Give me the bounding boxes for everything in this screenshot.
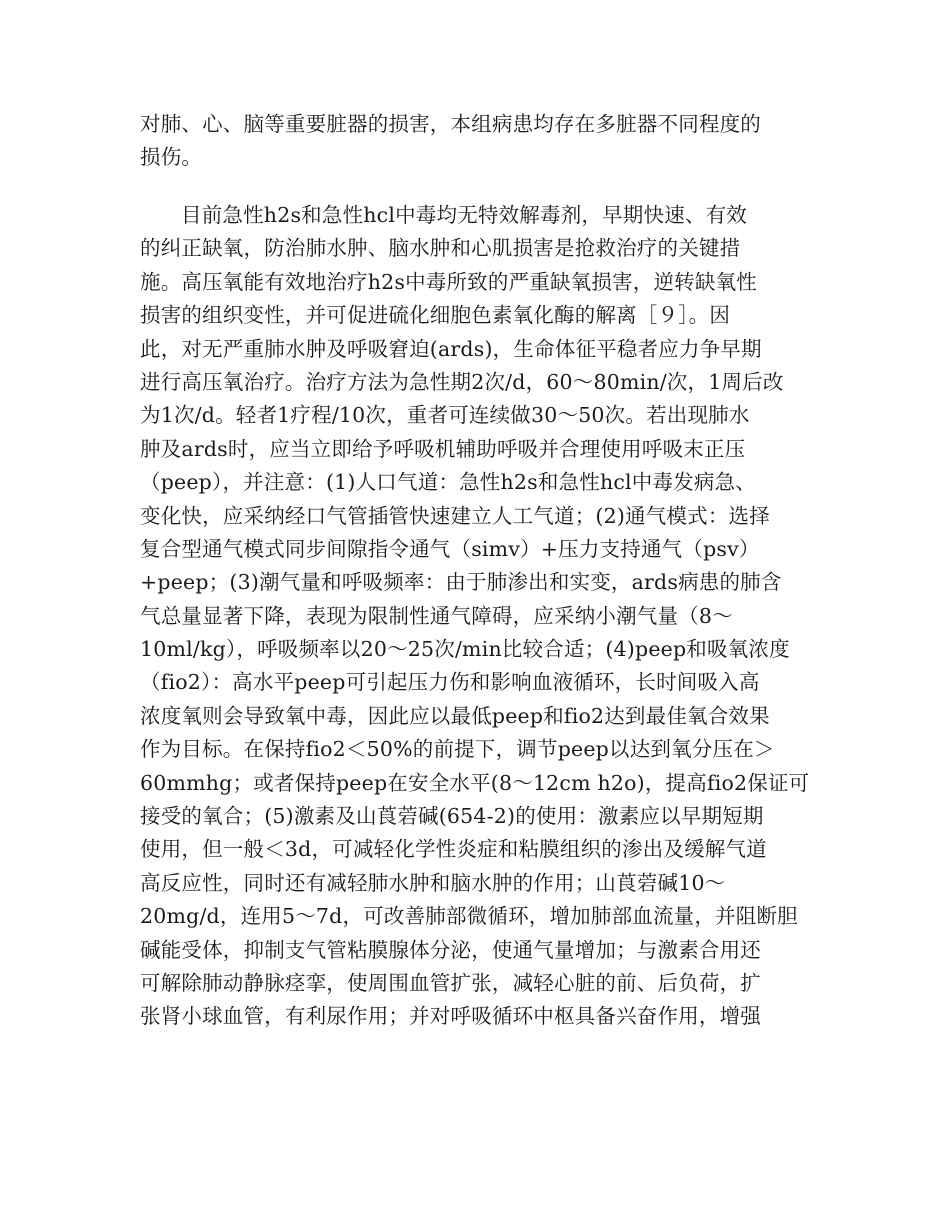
text-line: 张肾小球血管，有利尿作用；并对呼吸循环中枢具备兴奋作用，增强 bbox=[140, 1004, 761, 1029]
text-line: （fio2）：高水平peep可引起压力伤和影响血液循环，长时间吸入高 bbox=[140, 670, 760, 695]
text-line: 高反应性，同时还有减轻肺水肿和脑水肿的作用；山莨菪碱10～ bbox=[140, 870, 726, 895]
text-line: 此，对无严重肺水肿及呼吸窘迫(ards)，生命体征平稳者应力争早期 bbox=[140, 336, 762, 361]
text-line: 碱能受体，抑制支气管粘膜腺体分泌，使通气量增加；与激素合用还 bbox=[140, 937, 761, 962]
text-line: 可解除肺动静脉痉挛，使周围血管扩张，减轻心脏的前、后负荷，扩 bbox=[140, 970, 761, 995]
text-line: 为1次/d。轻者1疗程/10次，重者可连续做30～50次。若出现肺水 bbox=[140, 403, 750, 428]
text-line: 10ml/kg），呼吸频率以20～25次/min比较合适；(4)peep和吸氧浓度 bbox=[140, 637, 790, 662]
text-line-first: 目前急性h2s和急性hcl中毒均无特效解毒剂，早期快速、有效 bbox=[181, 203, 748, 227]
text-line: 60mmhg；或者保持peep在安全水平(8～12cm h2o)，提高fio2保证可 bbox=[140, 770, 810, 795]
text-line: （peep），并注意：(1)人口气道：急性h2s和急性hcl中毒发病急、 bbox=[140, 470, 757, 495]
text-line: 使用，但一般＜3d，可减轻化学性炎症和粘膜组织的渗出及缓解气道 bbox=[140, 837, 767, 862]
text-line: 接受的氧合；(5)激素及山莨菪碱(654-2)的使用：激素应以早期短期 bbox=[140, 804, 764, 829]
text-line: 肿及ards时，应当立即给予呼吸机辅助呼吸并合理使用呼吸末正压 bbox=[140, 436, 746, 461]
text-line: 浓度氧则会导致氧中毒，因此应以最低peep和fio2达到最佳氧合效果 bbox=[140, 703, 770, 728]
text-line: 作为目标。在保持fio2＜50%的前提下，调节peep以达到氧分压在＞ bbox=[140, 737, 775, 762]
text-line: 损伤。 bbox=[140, 145, 203, 170]
text-line: 对肺、心、脑等重要脏器的损害，本组病患均存在多脏器不同程度的 bbox=[140, 112, 761, 136]
text-line: 复合型通气模式同步间隙指令通气（simv）+压力支持通气（psv） bbox=[140, 536, 760, 561]
text-line: 损害的组织变性，并可促进硫化细胞色素氧化酶的解离［９］。因 bbox=[140, 303, 731, 328]
text-line: +peep；(3)潮气量和呼吸频率：由于肺渗出和实变，ards病患的肺含 bbox=[140, 570, 782, 595]
text-line: 变化快，应采纳经口气管插管快速建立人工气道；(2)通气模式：选择 bbox=[140, 503, 770, 528]
text-line: 施。高压氧能有效地治疗h2s中毒所致的严重缺氧损害，逆转缺氧性 bbox=[140, 269, 757, 294]
paragraph-continuation bbox=[140, 108, 810, 175]
text-line: 进行高压氧治疗。治疗方法为急性期2次/d，60～80min/次，1周后改 bbox=[140, 369, 784, 394]
text-line: 的纠正缺氧，防治肺水肿、脑水肿和心肌损害是抢救治疗的关键措 bbox=[140, 236, 741, 261]
text-line: 20mg/d，连用5～7d，可改善肺部微循环，增加肺部血流量，并阻断胆 bbox=[140, 904, 798, 929]
text-line: 气总量显著下降，表现为限制性通气障碍，应采纳小潮气量（8～ bbox=[140, 603, 733, 628]
paragraph-treatment bbox=[140, 199, 810, 1034]
